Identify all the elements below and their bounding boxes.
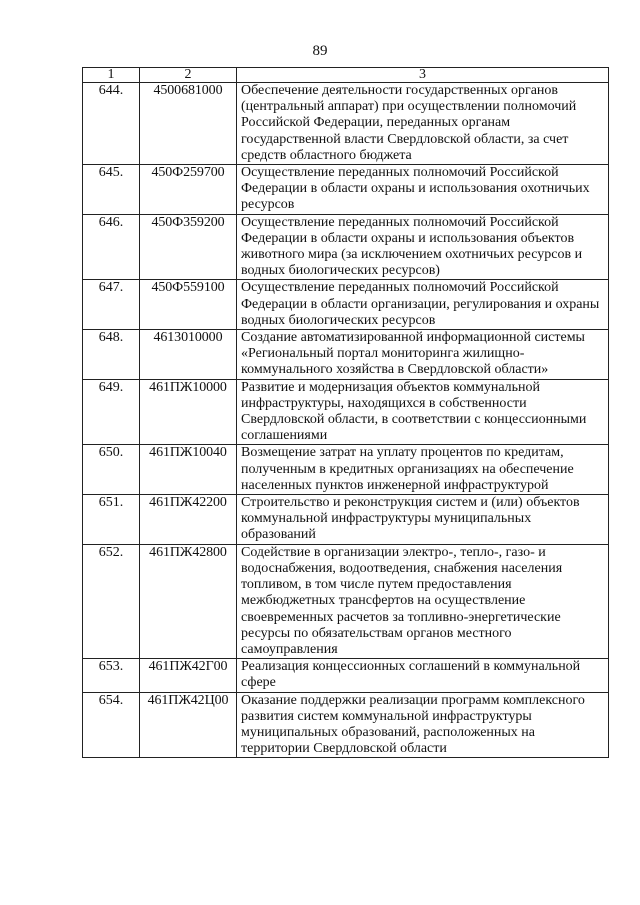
row-number: 654. [83,692,140,758]
column-header-1: 1 [83,68,140,83]
table-row [83,495,609,545]
table-header-row [83,68,609,83]
table-row [83,280,609,330]
row-code: 4613010000 [140,330,237,380]
row-number: 646. [83,214,140,280]
table-row [83,544,609,658]
row-description: Осуществление переданных полномочий Российской Федерации в области организации, регулирования и охраны водных биологических ресурсов [237,280,609,330]
row-description: Содействие в организации электро-, тепло-, газо- и водоснабжения, водоотведения, снабжения населения топливом, в том числе путем предоставления межбюджетных трансфертов на осуществление своевременных расчетов за топливно-энергетические ресурсы по обязательствам органов местного самоуправления [237,544,609,658]
row-number: 645. [83,165,140,215]
row-code: 450Ф359200 [140,214,237,280]
table-row [83,83,609,165]
row-code: 461ПЖ42800 [140,544,237,658]
row-number: 652. [83,544,140,658]
row-number: 651. [83,495,140,545]
row-code: 461ПЖ10000 [140,379,237,445]
row-number: 650. [83,445,140,495]
table-row [83,659,609,692]
row-code: 461ПЖ10040 [140,445,237,495]
page-number: 89 [312,43,328,59]
classification-table [82,67,609,758]
row-description: Обеспечение деятельности государственных органов (центральный аппарат) при осуществлении полномочий Российской Федерации, переданных органам государственной власти Свердловской области, за счет средств областного бюджета [237,83,609,165]
table-row [83,214,609,280]
row-description: Осуществление переданных полномочий Российской Федерации в области охраны и использования охотничьих ресурсов [237,165,609,215]
row-number: 647. [83,280,140,330]
row-code: 450Ф259700 [140,165,237,215]
row-code: 4500681000 [140,83,237,165]
column-header-3: 3 [237,68,609,83]
row-code: 461ПЖ42Г00 [140,659,237,692]
table-row [83,379,609,445]
table-row [83,165,609,215]
row-number: 644. [83,83,140,165]
row-description: Оказание поддержки реализации программ комплексного развития систем коммунальной инфраструктуры муниципальных образований, расположенных на территории Свердловской области [237,692,609,758]
table-row [83,692,609,758]
row-description: Строительство и реконструкция систем и (или) объектов коммунальной инфраструктуры муниципальных образований [237,495,609,545]
column-header-2: 2 [140,68,237,83]
row-code: 450Ф559100 [140,280,237,330]
row-description: Осуществление переданных полномочий Российской Федерации в области охраны и использования объектов животного мира (за исключением охотничьих ресурсов и водных биологических ресурсов) [237,214,609,280]
row-description: Возмещение затрат на уплату процентов по кредитам, полученным в кредитных организациях на обеспечение населенных пунктов инженерной инфраструктурой [237,445,609,495]
row-code: 461ПЖ42Ц00 [140,692,237,758]
row-description: Развитие и модернизация объектов коммунальной инфраструктуры, находящихся в собственности Свердловской области, в соответствии с концессионными соглашениями [237,379,609,445]
row-code: 461ПЖ42200 [140,495,237,545]
table-row [83,330,609,380]
row-number: 648. [83,330,140,380]
table-row [83,445,609,495]
row-description: Создание автоматизированной информационной системы «Региональный портал мониторинга жилищно-коммунального хозяйства в Свердловской области» [237,330,609,380]
row-number: 649. [83,379,140,445]
row-number: 653. [83,659,140,692]
row-description: Реализация концессионных соглашений в коммунальной сфере [237,659,609,692]
